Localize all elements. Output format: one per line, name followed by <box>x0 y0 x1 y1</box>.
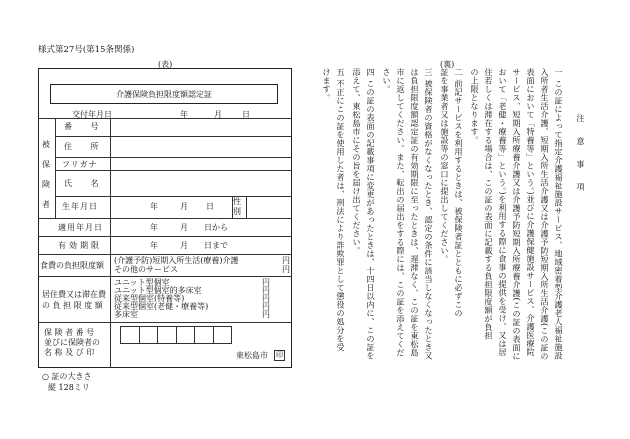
room-unit-private: ユニット型個室 <box>114 278 170 287</box>
residence-cost-label-1: 居住費又は滞在費 <box>42 290 106 299</box>
grid-line-1 <box>55 136 292 137</box>
insured-char-1: 被 <box>42 140 50 149</box>
notes-column-15: 添えて、東松島市にその旨を届け出てください。 <box>352 68 362 255</box>
insurer-row-divider <box>110 322 111 368</box>
notes-column-13: さい。 <box>382 68 392 94</box>
notes-title: 注 意 事 項 <box>576 114 586 197</box>
notes-column-1: 一 この証によって指定介護福祉施設サービス、地域密着型介護老人福祉施設 <box>554 68 564 360</box>
room-yen-4: 円 <box>262 302 270 311</box>
apply-month-unit: 月 <box>180 223 188 232</box>
notes-column-11: は負担限度額認定証の有効期限に至ったときは、遅滞なく、この証を東松島 <box>410 68 420 357</box>
expiry-year-unit: 年 <box>150 241 158 250</box>
insurer-name: 東松島市 <box>236 351 268 360</box>
birth-day-unit: 日 <box>206 202 214 211</box>
room-multi-bed: 多床室 <box>114 310 138 319</box>
room-conventional-tokuyou: 従来型個室(特養等) <box>114 294 185 303</box>
issue-date-label: 交付年月日 <box>72 110 112 119</box>
notes-column-17: けます。 <box>322 68 332 102</box>
back-side-label: (裏) <box>440 60 455 69</box>
room-unit-semi-private: ユニット型個室的多床室 <box>114 286 202 295</box>
notes-column-5: おいて「老健・療養等」という。)を利用する際に食事の提供を受け、又は居 <box>498 68 508 357</box>
residence-cost-label-2: の 負 担 限 度 額 <box>42 301 103 310</box>
insurer-label-2: 並びに保険者の <box>44 338 100 347</box>
notes-column-16: 五 不正にこの証を使用した者は、刑法により詐欺罪として懲役の処分を受 <box>336 68 346 352</box>
insurer-seal: 印 <box>276 351 283 359</box>
food-cost-label: 食費の負担限度額 <box>40 261 104 270</box>
size-note-heading: ○ 証の大きさ <box>42 372 92 381</box>
grid-line-5 <box>38 218 292 219</box>
insured-birth-label: 生年月日 <box>62 202 98 211</box>
grid-top-line <box>38 118 292 119</box>
issue-date-day: 日 <box>242 110 250 119</box>
grid-line-2 <box>55 157 292 158</box>
apply-year-unit: 年 <box>150 223 158 232</box>
residence-row-bottom-line <box>38 322 292 323</box>
notes-column-12: 市に返してください。また、転出の届出をする際には、この証を添えてくだ <box>396 68 406 357</box>
birth-year-unit: 年 <box>150 202 158 211</box>
notes-column-14: 四 この証の表面の記載事項に変更があったときは、十四日以内に、この証を <box>366 68 376 360</box>
issue-date-year: 年 <box>180 110 188 119</box>
certificate-title: 介護保険負担限度額認定証 <box>50 84 278 104</box>
room-yen-3: 円 <box>262 294 270 303</box>
notes-column-8: 二 前記サービスを利用するときは、被保険者証とともに必ずこの <box>454 68 464 318</box>
notes-column-7: の上限となります。 <box>470 68 480 145</box>
gender-label: 性別 <box>233 197 241 216</box>
expiry-label: 有効期限 <box>58 241 102 250</box>
expiry-until-label: 日まで <box>204 241 228 250</box>
form-number: 様式第27号(第15条関係) <box>38 45 135 55</box>
grid-line-7 <box>38 254 292 255</box>
apply-date-label: 適用年月日 <box>58 223 103 232</box>
notes-column-4: サービス、短期入所療養介護又は介護予防短期入所療養介護(この証の表面に <box>512 68 522 361</box>
insured-address-label: 住 所 <box>64 142 107 151</box>
grid-line-3 <box>55 170 292 171</box>
insured-char-3: 険 <box>42 180 50 189</box>
expiry-month-unit: 月 <box>180 241 188 250</box>
insured-char-2: 保 <box>42 160 50 169</box>
birth-month-unit: 月 <box>180 202 188 211</box>
insured-section-divider <box>55 118 56 218</box>
food-row-divider <box>110 254 111 276</box>
room-yen-2: 円 <box>262 286 270 295</box>
room-conventional-rouken: 従来型個室(老健・療養等) <box>114 302 209 311</box>
room-yen-5: 円 <box>262 310 270 319</box>
size-note-height: 縦 128ミリ <box>48 383 90 392</box>
residence-row-divider <box>110 276 111 322</box>
insured-furigana-label: フリガナ <box>62 160 98 169</box>
food-row-bottom-line <box>38 276 292 277</box>
food-cost-short-stay: (介護予防)短期入所生活(療養)介護 <box>114 256 239 265</box>
gender-value-divider <box>246 196 247 218</box>
issue-date-month: 月 <box>214 110 222 119</box>
insured-char-4: 者 <box>42 200 50 209</box>
insured-number-label: 番 号 <box>64 122 107 131</box>
label-column-divider <box>110 118 111 254</box>
notes-column-3: 表面において「特養等」という。)並びに介護保健施設サービス、介護医療院 <box>526 68 536 357</box>
grid-line-6 <box>38 236 292 237</box>
insured-name-label: 氏 名 <box>64 179 107 188</box>
insurer-label-3: 名 称 及 び 印 <box>44 348 95 357</box>
notes-panel <box>322 66 586 376</box>
food-cost-other: その他のサービス <box>114 265 178 274</box>
food-cost-yen-2: 円 <box>282 265 290 274</box>
insurer-number-boxes <box>120 326 232 344</box>
insurer-label-1: 保 険 者 番 号 <box>44 328 95 337</box>
grid-line-4 <box>55 196 292 197</box>
notes-column-9: 証を事業者又は施設等の窓口に提出してください。 <box>440 68 450 264</box>
notes-column-2: 入所者生活介護、短期入所生活介護又は介護予防短期入所生活介護(この証の <box>540 68 550 361</box>
room-yen-1: 円 <box>262 278 270 287</box>
notes-column-10: 三 被保険者の資格がなくなったとき、認定の条件に該当しなくなったとき又 <box>424 68 434 360</box>
food-cost-yen-1: 円 <box>282 256 290 265</box>
notes-column-6: 住若しくは滞在する場合は、この証の表面に記載する負担限度額が負担 <box>484 68 494 340</box>
front-side-label: (表) <box>158 60 173 69</box>
apply-from-label: 日から <box>204 223 228 232</box>
